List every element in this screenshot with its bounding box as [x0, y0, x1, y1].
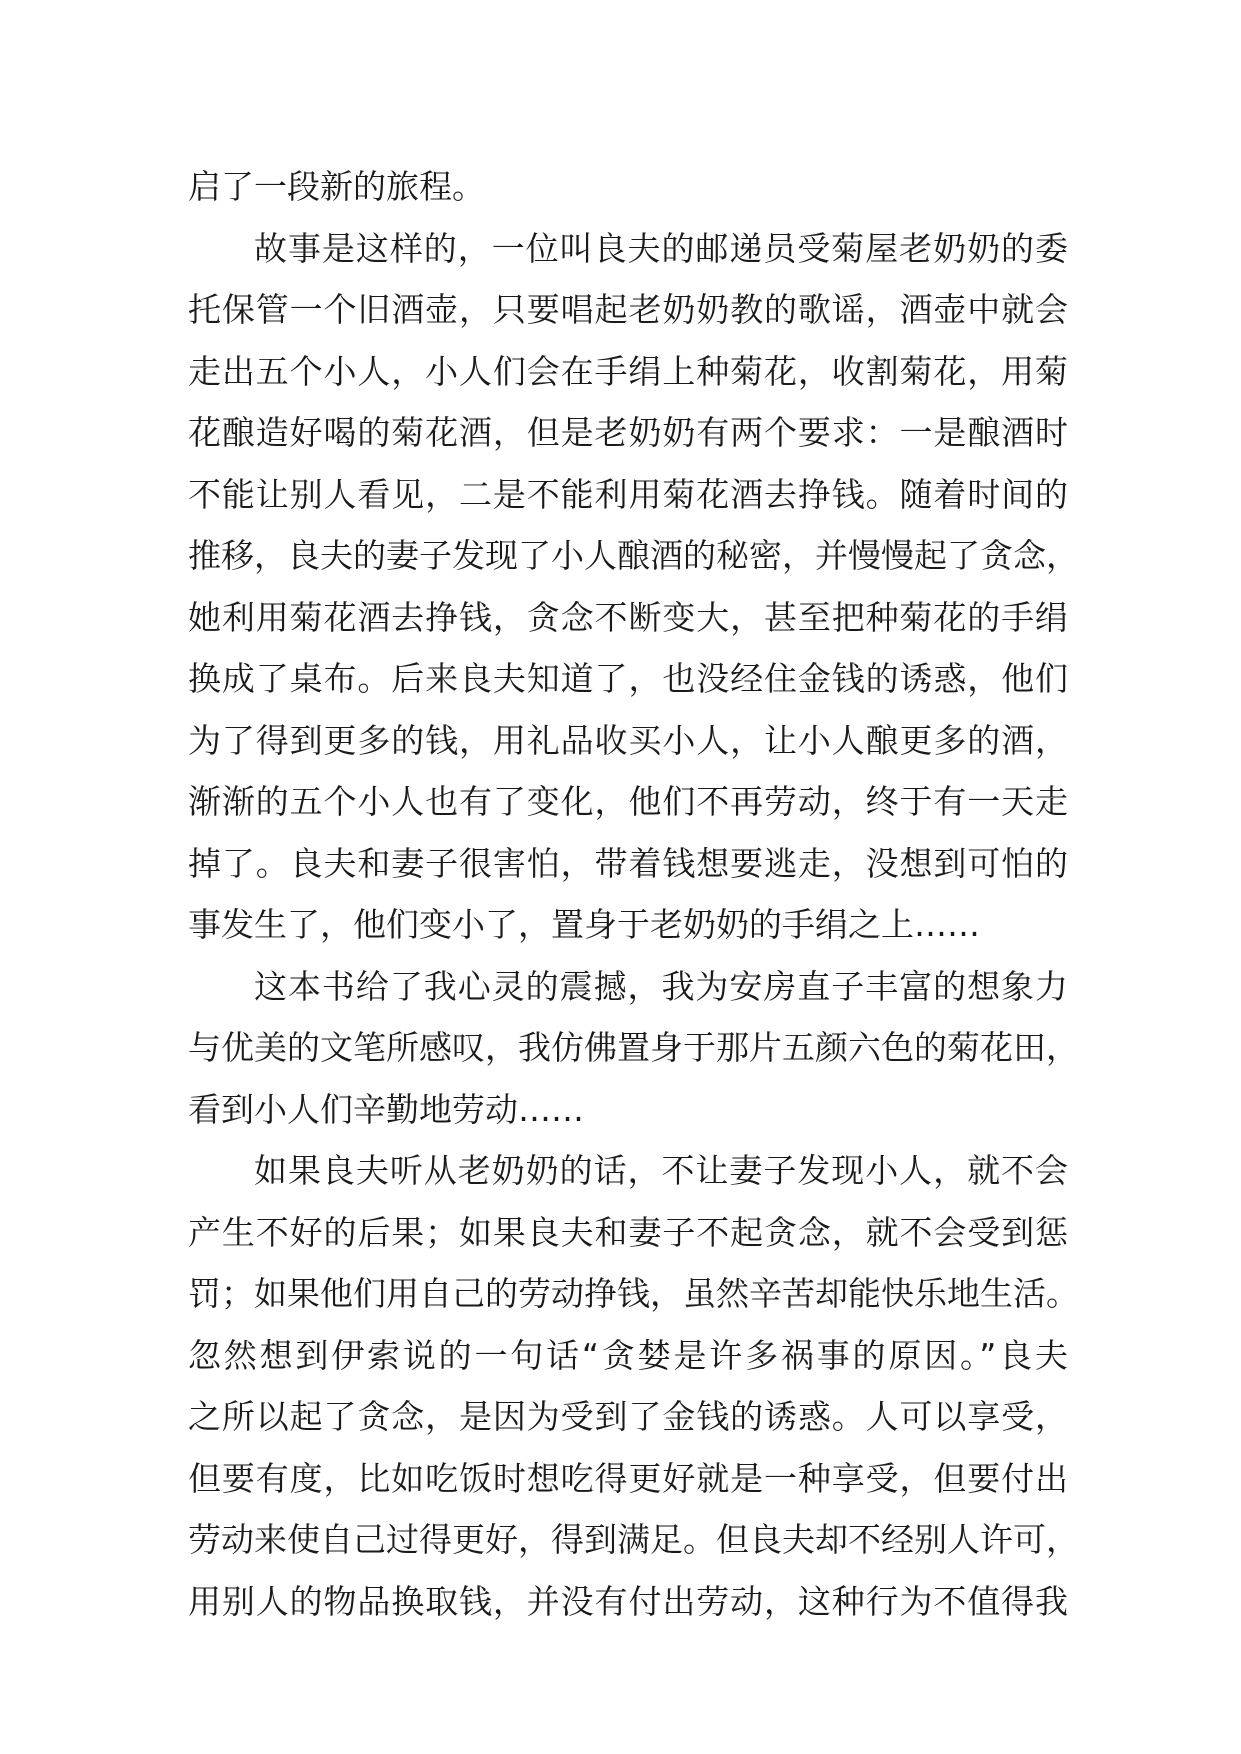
text-line: 启了一段新的旅程。: [188, 167, 485, 206]
text-line: 但要有度，比如吃饭时想吃得更好就是一种享受，但要付出: [188, 1458, 1068, 1498]
text-line: 看到小人们辛勤地劳动……: [188, 1089, 584, 1129]
text-line: 走出五个小人，小人们会在手绢上种菊花，收割菊花，用菊: [188, 351, 1068, 391]
text-line: 托保管一个旧酒壶，只要唱起老奶奶教的歌谣，酒壶中就会: [188, 290, 1068, 329]
text-line: 渐渐的五个小人也有了变化，他们不再劳动，终于有一天走: [188, 782, 1068, 821]
text-line: 忽然想到伊索说的一句话“贪婪是许多祸事的原因。”良夫: [188, 1335, 1068, 1375]
text-line: 推移，良夫的妻子发现了小人酿酒的秘密，并慢慢起了贪念，: [188, 536, 1079, 575]
text-line: 不能让别人看见，二是不能利用菊花酒去挣钱。随着时间的: [188, 474, 1068, 514]
text-line: 与优美的文笔所感叹，我仿佛置身于那片五颜六色的菊花田，: [188, 1028, 1079, 1067]
paragraph-first-line: 这本书给了我心灵的震撼，我为安房直子丰富的想象力: [254, 966, 1068, 1006]
text-line: 产生不好的后果；如果良夫和妻子不起贪念，就不会受到惩: [188, 1212, 1068, 1252]
text-line: 劳动来使自己过得更好，得到满足。但良夫却不经别人许可，: [188, 1520, 1079, 1559]
text-line: 罚；如果他们用自己的劳动挣钱，虽然辛苦却能快乐地生活。: [188, 1274, 1079, 1313]
paragraph-first-line: 故事是这样的，一位叫良夫的邮递员受菊屋老奶奶的委: [254, 228, 1068, 268]
text-line: 用别人的物品换取钱，并没有付出劳动，这种行为不值得我: [188, 1581, 1068, 1621]
text-line: 为了得到更多的钱，用礼品收买小人，让小人酿更多的酒，: [188, 720, 1068, 760]
body-text: [188, 156, 1079, 1632]
text-line: 事发生了，他们变小了，置身于老奶奶的手绢之上……: [188, 905, 980, 944]
text-line: 花酿造好喝的菊花酒，但是老奶奶有两个要求：一是酿酒时: [188, 413, 1068, 452]
text-line: 掉了。良夫和妻子很害怕，带着钱想要逃走，没想到可怕的: [188, 843, 1068, 883]
paragraph-first-line: 如果良夫听从老奶奶的话，不让妻子发现小人，就不会: [254, 1151, 1068, 1190]
text-line: 她利用菊花酒去挣钱，贪念不断变大，甚至把种菊花的手绢: [188, 597, 1068, 637]
text-line: 之所以起了贪念，是因为受到了金钱的诱惑。人可以享受，: [188, 1397, 1068, 1436]
text-line: 换成了桌布。后来良夫知道了，也没经住金钱的诱惑，他们: [188, 659, 1068, 698]
